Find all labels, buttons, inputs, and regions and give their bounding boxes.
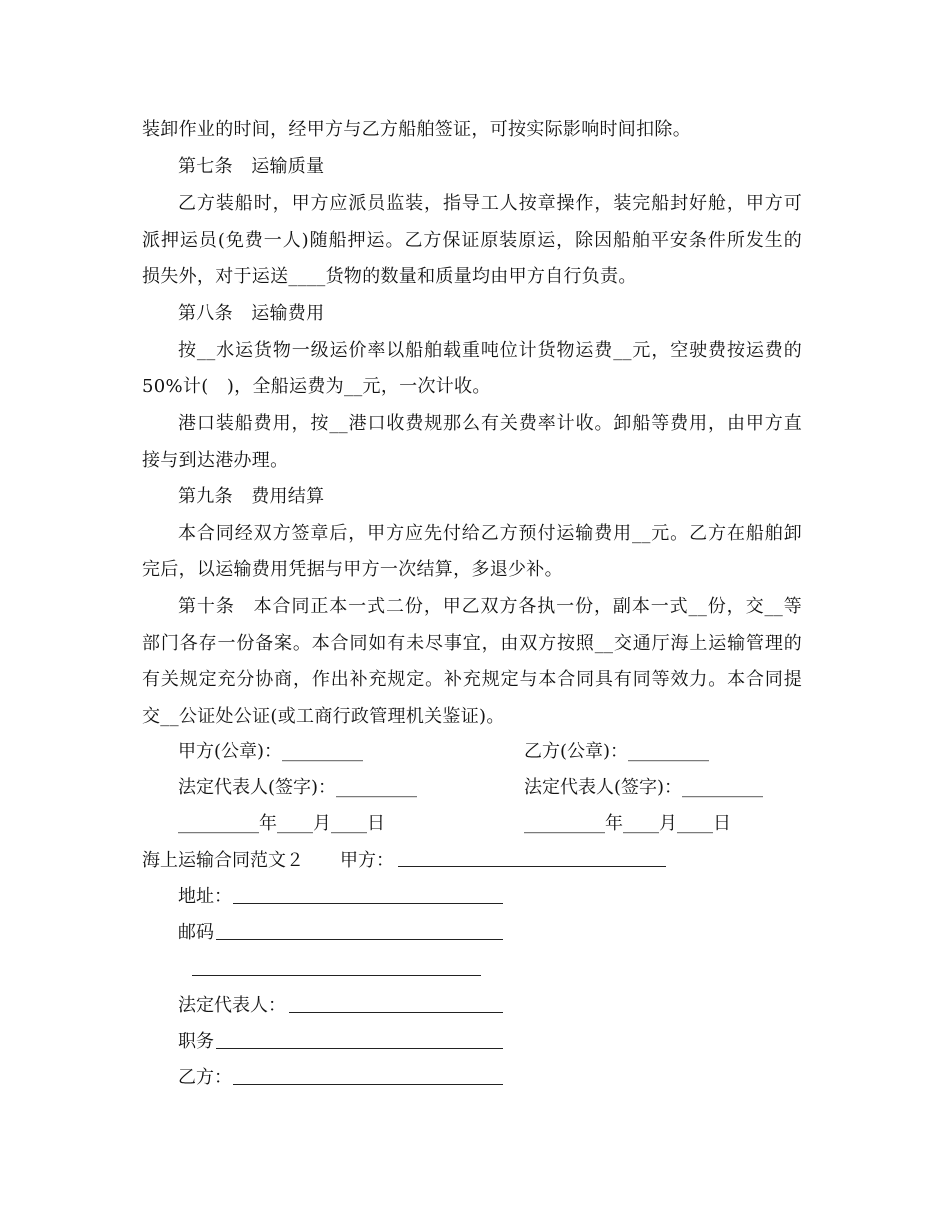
- postcode-label: 邮码: [178, 922, 214, 943]
- party-b-date-field: _________年____月____日: [524, 813, 731, 834]
- sample-2-party-a-label: 甲方：: [340, 850, 394, 871]
- legal-representative-underline: [289, 1012, 503, 1013]
- paragraph-line: 损失外，对于运送____货物的数量和质量均由甲方自行负责。: [142, 266, 637, 287]
- paragraph-line: 港口装船费用，按__港口收费规那么有关费率计收。卸船等费用，由甲方直: [178, 413, 802, 434]
- party-a-seal-field: 甲方(公章)：_________: [178, 741, 364, 762]
- paragraph-line: 50%计( )，全船运费为__元，一次计收。: [142, 376, 491, 397]
- article-8-heading: 第八条 运输费用: [178, 303, 325, 324]
- paragraph-line: 完后，以运输费用凭据与甲方一次结算，多退少补。: [142, 559, 563, 580]
- position-label: 职务: [178, 1031, 214, 1052]
- paragraph-line: 装卸作业的时间，经甲方与乙方船舶签证，可按实际影响时间扣除。: [142, 119, 691, 140]
- paragraph-line: 交__公证处公证(或工商行政管理机关鉴证)。: [142, 706, 505, 727]
- paragraph-line: 部门各存一份备案。本合同如有未尽事宜，由双方按照__交通厅海上运输管理的: [142, 633, 802, 654]
- party-a-underline: [398, 866, 666, 867]
- party-b-seal-field: 乙方(公章)：_________: [524, 741, 710, 762]
- sample-2-title: 海上运输合同范文２: [142, 850, 304, 871]
- address-label: 地址：: [178, 886, 232, 907]
- paragraph-line: 乙方装船时，甲方应派员监装，指导工人按章操作，装完船封好舱，甲方可: [178, 193, 802, 214]
- party-a-date-field: _________年____月____日: [178, 813, 385, 834]
- postcode-underline: [216, 939, 503, 940]
- paragraph-line: 本合同经双方签章后，甲方应先付给乙方预付运输费用__元。乙方在船舶卸: [178, 523, 802, 544]
- address-underline: [233, 903, 503, 904]
- paragraph-line: 按__水运货物一级运价率以船舶载重吨位计货物运费__元，空驶费按运费的: [178, 340, 802, 361]
- article-10-paragraph: 第十条 本合同正本一式二份，甲乙双方各执一份，副本一式__份，交__等: [178, 596, 802, 617]
- article-7-heading: 第七条 运输质量: [178, 156, 325, 177]
- party-b-underline: [233, 1084, 503, 1085]
- sample-2-party-b-label: 乙方：: [178, 1067, 232, 1088]
- paragraph-line: 派押运员(免费一人)随船押运。乙方保证原装原运，除因船舶平安条件所发生的: [142, 230, 802, 251]
- party-b-representative-field: 法定代表人(签字)：_________: [524, 777, 764, 798]
- legal-representative-label: 法定代表人：: [178, 995, 286, 1016]
- position-underline: [216, 1048, 503, 1049]
- paragraph-line: 有关规定充分协商，作出补充规定。补充规定与本合同具有同等效力。本合同提: [142, 669, 802, 690]
- paragraph-line: 接与到达港办理。: [142, 450, 289, 471]
- blank-underline: [192, 975, 481, 976]
- article-9-heading: 第九条 费用结算: [178, 486, 325, 507]
- party-a-representative-field: 法定代表人(签字)：_________: [178, 777, 418, 798]
